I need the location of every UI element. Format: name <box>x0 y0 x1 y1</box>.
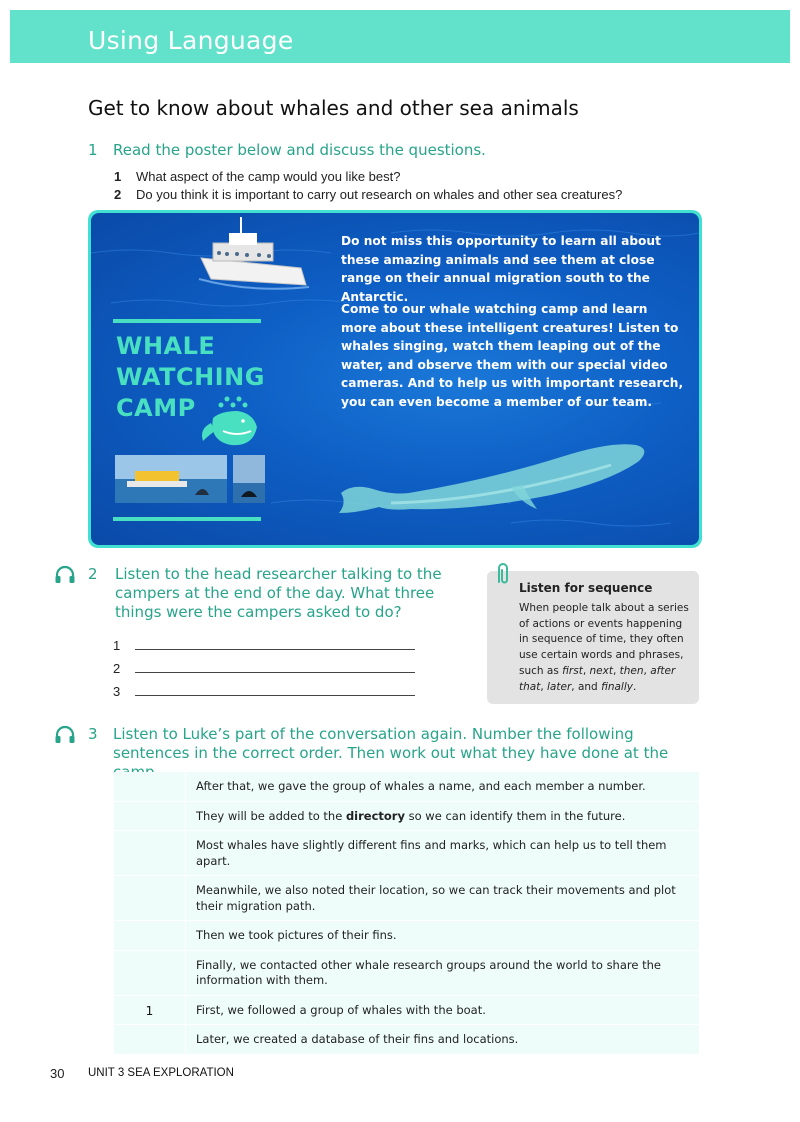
sentence-text: They will be added to the <box>196 808 346 823</box>
order-number-cell[interactable] <box>114 772 186 801</box>
answer-number: 3 <box>113 684 121 699</box>
order-number-cell[interactable]: 1 <box>114 996 186 1025</box>
table-row <box>114 830 699 875</box>
order-number-cell[interactable] <box>114 921 186 950</box>
tip-example: first <box>562 664 583 677</box>
answer-rule <box>135 672 415 673</box>
blue-whale-illustration <box>339 444 644 513</box>
whale-camp-poster <box>88 210 702 548</box>
page-number: 30 <box>50 1066 65 1081</box>
exercise-3-number: 3 <box>88 725 98 743</box>
table-row <box>114 875 699 920</box>
table-row <box>114 950 699 995</box>
order-number-cell[interactable] <box>114 1025 186 1054</box>
headphones-icon[interactable] <box>54 565 76 585</box>
tip-text: When people talk about a series of actions or events happening in sequence of time, they often use certain words and phrases, such as <box>519 602 689 677</box>
photo-thumbnails <box>115 455 265 503</box>
answer-line-1[interactable] <box>113 638 120 653</box>
order-number-cell[interactable] <box>114 876 186 920</box>
tip-example: finally <box>601 680 633 693</box>
poster-title <box>116 331 265 424</box>
answer-line-3[interactable] <box>113 684 120 699</box>
sentence-text: so we can identify them in the future. <box>404 808 626 823</box>
order-number-cell[interactable] <box>114 951 186 995</box>
tip-example: later <box>547 680 572 693</box>
question-text: What aspect of the camp would you like best? <box>136 169 401 184</box>
answer-rule <box>135 649 415 650</box>
exercise-2-number: 2 <box>88 565 98 583</box>
question-1 <box>114 169 400 184</box>
question-text: Do you think it is important to carry out research on whales and other sea creatures? <box>136 187 623 202</box>
sentence-cell: After that, we gave the group of whales a name, and each member a number. <box>196 779 646 793</box>
tip-title: Listen for sequence <box>519 581 653 595</box>
question-number: 1 <box>114 169 122 184</box>
poster-rule-top <box>113 319 261 323</box>
poster-title-line: WHALE <box>116 332 216 360</box>
poster-rule-bottom <box>113 517 261 521</box>
tip-example: then <box>619 664 644 677</box>
tip-body: When people talk about a series of actions or events happening in sequence of time, they often use certain words and phrases, such as first, next, then, after that, later, and finally. <box>519 602 689 693</box>
poster-image <box>91 213 699 545</box>
sentence-cell: Finally, we contacted other whale research groups around the world to share the information with them. <box>196 957 661 987</box>
tip-box <box>487 571 699 704</box>
answer-line-2[interactable] <box>113 661 120 676</box>
exercise-2-instruction: Listen to the head researcher talking to the campers at the end of the day. What three things were the campers asked to do? <box>115 565 442 621</box>
answer-number: 2 <box>113 661 121 676</box>
paperclip-icon <box>493 562 513 588</box>
poster-paragraph-1: Do not miss this opportunity to learn all about these amazing animals and see them at close range on their annual migration south to the Antarctic. <box>341 234 661 304</box>
answer-rule <box>135 695 415 696</box>
order-number-cell[interactable] <box>114 802 186 831</box>
table-row <box>114 995 699 1025</box>
tip-example: after that <box>519 664 676 693</box>
sentence-cell: Then we took pictures of their fins. <box>196 928 397 942</box>
table-row <box>114 920 699 950</box>
poster-title-line: CAMP <box>116 394 196 422</box>
headphones-icon[interactable] <box>54 725 76 745</box>
question-2 <box>114 187 622 202</box>
poster-paragraph-2: Come to our whale watching camp and learn more about these intelligent creatures! Listen to whales singing, watch them leaping out of the water, and observe them with our special video cameras. And to help us with important research, you can even become a member of our team. <box>341 302 684 409</box>
sentence-cell: Most whales have slightly different fins and marks, which can help us to tell them apart. <box>196 838 667 868</box>
tip-example: next <box>589 664 613 677</box>
exercise-1-number: 1 <box>88 141 98 159</box>
sentence-cell: First, we followed a group of whales with the boat. <box>196 1002 486 1017</box>
order-number-cell[interactable] <box>114 831 186 875</box>
section-heading: Using Language <box>88 26 294 55</box>
unit-label: UNIT 3 SEA EXPLORATION <box>88 1067 234 1079</box>
tip-text: and <box>577 680 598 693</box>
keyword: directory <box>345 808 405 823</box>
table-row <box>114 1024 699 1054</box>
table-row <box>114 801 699 831</box>
boat-illustration <box>199 217 309 289</box>
poster-title-line: WATCHING <box>116 363 265 391</box>
sentence-cell <box>186 802 699 831</box>
sentence-cell: Meanwhile, we also noted their location, so we can track their movements and plot their migration path. <box>196 883 676 913</box>
exercise-1-instruction: Read the poster below and discuss the questions. <box>113 141 486 159</box>
ordering-table <box>114 772 699 1054</box>
exercise-3-instruction: Listen to Luke’s part of the conversation again. Number the following sentences in the correct order. Then work out what they have done at the <box>113 725 669 762</box>
page-title: Get to know about whales and other sea animals <box>88 96 579 120</box>
table-row <box>114 772 699 801</box>
question-number: 2 <box>114 187 122 202</box>
sentence-cell: Later, we created a database of their fins and locations. <box>196 1032 519 1046</box>
answer-number: 1 <box>113 638 121 653</box>
